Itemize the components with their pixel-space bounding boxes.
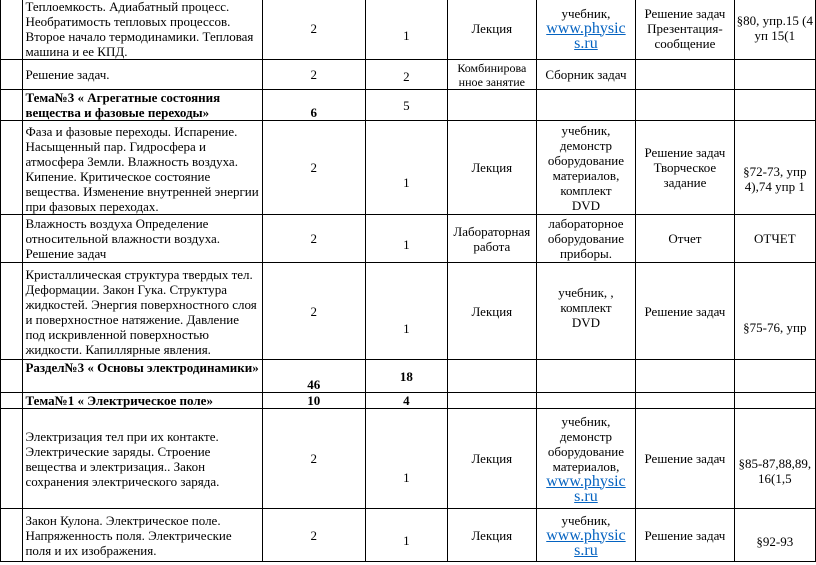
resource-link[interactable]: s.ru: [574, 34, 598, 52]
hours-cell: 2: [262, 121, 365, 215]
table-row: [1, 121, 816, 215]
resource-link[interactable]: www.physic: [546, 19, 626, 37]
practice-cell: 1: [365, 409, 447, 509]
resources-cell: [536, 121, 636, 215]
resource-link[interactable]: s.ru: [574, 487, 598, 505]
activity-cell: Решение задач: [636, 409, 734, 509]
resources-cell: [536, 0, 636, 60]
resource-line: комплект: [560, 182, 612, 198]
resource-line: оборудование: [547, 152, 625, 168]
homework-line: §72-73, упр: [743, 163, 807, 179]
resource-line: DVD: [571, 197, 601, 213]
row-marker: [1, 263, 23, 360]
resource-line: демонстр: [559, 428, 613, 444]
homework-line: 4),74 упр 1: [744, 178, 805, 194]
homework-cell: ОТЧЕТ: [734, 215, 815, 263]
activity-cell: [636, 90, 734, 121]
resource-link[interactable]: www.physic: [546, 472, 626, 490]
form-cell: Лекция: [447, 0, 536, 60]
homework-cell: §92-93: [734, 509, 815, 562]
activity-cell: Решение задач Презентация-сообщение: [636, 0, 734, 60]
resources-cell: [536, 90, 636, 121]
activity-cell: [636, 60, 734, 90]
topic-cell: Закон Кулона. Электрическое поле. Напряженность поля. Электрические поля и их изображения.: [23, 509, 262, 562]
hours-cell: 2: [262, 409, 365, 509]
homework-cell: [734, 393, 815, 409]
resources-cell: [536, 215, 636, 263]
form-cell: [447, 90, 536, 121]
practice-cell: 1: [365, 263, 447, 360]
homework-cell: [734, 360, 815, 393]
homework-cell: [734, 0, 815, 60]
form-cell: Лабораторная работа: [447, 215, 536, 263]
resource-line: материалов,: [552, 458, 620, 474]
resources-cell: [536, 60, 636, 90]
activity-cell: Решение задач: [636, 509, 734, 562]
resource-line: учебник,: [561, 413, 611, 429]
homework-line: уп 15(1: [754, 28, 796, 43]
homework-cell: [734, 409, 815, 509]
resource-line: Сборник задач: [545, 67, 627, 82]
activity-cell: Решение задач: [636, 263, 734, 360]
homework-cell: §75-76, упр: [734, 263, 815, 360]
homework-cell: [734, 121, 815, 215]
form-cell: [447, 360, 536, 393]
activity-cell: [636, 360, 734, 393]
hours-cell: 2: [262, 263, 365, 360]
resource-line: демонстр: [559, 137, 613, 153]
form-cell: Комбинирова нное занятие: [447, 60, 536, 90]
table-row: [1, 509, 816, 562]
practice-cell: 1: [365, 509, 447, 562]
table-row: [1, 0, 816, 60]
topic-cell: Решение задач.: [23, 60, 262, 90]
resource-line: приборы.: [559, 246, 612, 261]
resources-cell: [536, 360, 636, 393]
practice-cell: 18: [365, 360, 447, 393]
form-cell: [447, 393, 536, 409]
table-row: [1, 360, 816, 393]
resource-line: оборудование: [547, 231, 625, 246]
resource-line: лабораторное: [548, 216, 624, 231]
resource-line: материалов,: [552, 167, 620, 183]
homework-line: 16(1,5: [758, 470, 792, 486]
hours-cell: 10: [262, 393, 365, 409]
row-marker: [1, 409, 23, 509]
resource-line: учебник,: [561, 5, 611, 21]
homework-line: §80, упр.15 (4: [736, 13, 813, 28]
homework-line: §85-87,88,89,: [738, 455, 812, 471]
resource-line: комплект: [560, 300, 612, 315]
table-row: [1, 263, 816, 360]
practice-cell: 4: [365, 393, 447, 409]
activity-cell: [636, 393, 734, 409]
topic-cell: Влажность воздуха Определение относительной влажности воздуха. Решение задач: [23, 215, 262, 263]
hours-cell: 2: [262, 60, 365, 90]
row-marker: [1, 215, 23, 263]
resource-line: учебник, ,: [558, 285, 614, 300]
form-cell: Лекция: [447, 263, 536, 360]
topic-cell: Электризация тел при их контакте. Электрические заряды. Строение вещества и электризация.. Закон сохранения электрического заряда.: [23, 409, 262, 509]
row-marker: [1, 0, 23, 60]
resources-cell: [536, 393, 636, 409]
row-marker: [1, 360, 23, 393]
hours-cell: 6: [262, 90, 365, 121]
row-marker: [1, 509, 23, 562]
hours-cell: 46: [262, 360, 365, 393]
resources-cell: [536, 509, 636, 562]
practice-cell: 1: [365, 215, 447, 263]
resource-link[interactable]: s.ru: [574, 541, 598, 559]
table-row: [1, 409, 816, 509]
resources-cell: [536, 409, 636, 509]
form-cell: Лекция: [447, 509, 536, 562]
row-marker: [1, 121, 23, 215]
hours-cell: 2: [262, 215, 365, 263]
homework-cell: [734, 90, 815, 121]
resource-line: учебник,: [561, 512, 611, 528]
activity-cell: Отчет: [636, 215, 734, 263]
practice-cell: 2: [365, 60, 447, 90]
practice-cell: 1: [365, 121, 447, 215]
resource-line: DVD: [571, 315, 601, 330]
topic-cell: Кристаллическая структура твердых тел. Деформации. Закон Гука. Структура жидкостей. Энергия поверхностного слоя и поверхностное натяжение. Давление под искривленной поверхностью жидкости. Капиллярные явления.: [23, 263, 262, 360]
topic-cell: Теплоемкость. Адиабатный процесс. Необратимость тепловых процессов. Второе начало термодинамики. Тепловая машина и ее КПД.: [23, 0, 262, 60]
form-cell: Лекция: [447, 409, 536, 509]
section-title: Тема№1 « Электрическое поле»: [23, 393, 262, 409]
hours-cell: 2: [262, 0, 365, 60]
row-marker: [1, 90, 23, 121]
resource-link[interactable]: www.physic: [546, 526, 626, 544]
table-row: [1, 60, 816, 90]
table-row: [1, 393, 816, 409]
section-title: Раздел№3 « Основы электродинамики»: [23, 360, 262, 393]
practice-cell: 1: [365, 0, 447, 60]
resources-cell: [536, 263, 636, 360]
homework-cell: [734, 60, 815, 90]
table-row: [1, 90, 816, 121]
section-title: Тема№3 « Агрегатные состояния вещества и фазовые переходы»: [23, 90, 262, 121]
row-marker: [1, 60, 23, 90]
topic-cell: Фаза и фазовые переходы. Испарение. Насыщенный пар. Гидросфера и атмосфера Земли. Влажность воздуха. Кипение. Критическое состояние вещества. Изменение внутренней энергии при фазовых переходах.: [23, 121, 262, 215]
form-cell: Лекция: [447, 121, 536, 215]
resource-line: учебник,: [561, 122, 611, 138]
table-row: [1, 215, 816, 263]
activity-cell: Решение задач Творческое задание: [636, 121, 734, 215]
hours-cell: 2: [262, 509, 365, 562]
practice-cell: 5: [365, 90, 447, 121]
resource-line: оборудование: [547, 443, 625, 459]
row-marker: [1, 393, 23, 409]
